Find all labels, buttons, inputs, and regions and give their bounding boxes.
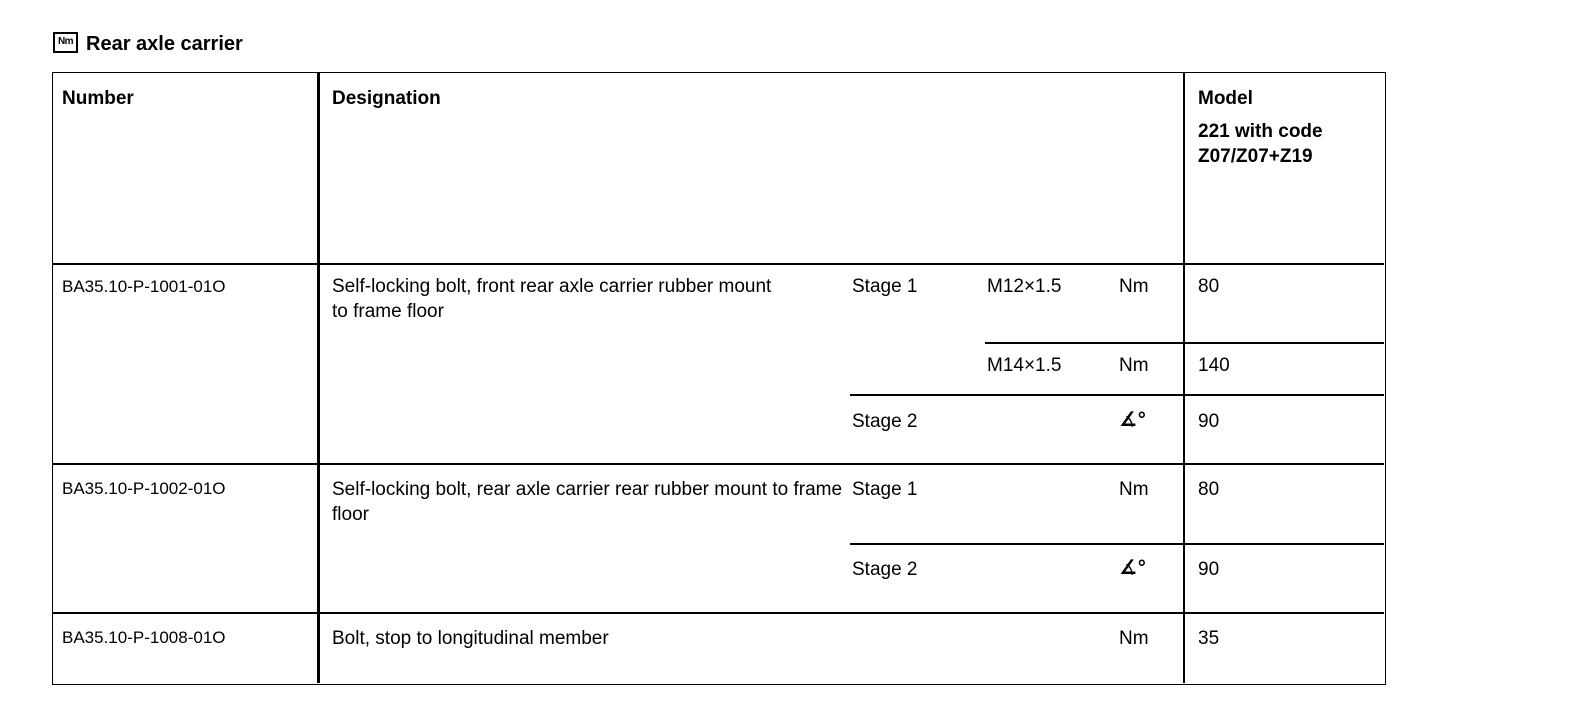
row-number: BA35.10-P-1001-01O (62, 277, 226, 296)
thread-size: M12×1.5 (987, 276, 1062, 297)
header-number: Number (62, 88, 134, 109)
row-divider (850, 543, 1384, 545)
row-designation: Self-locking bolt, front rear axle carrier rubber mount to frame floor (332, 276, 772, 322)
column-divider (1183, 73, 1185, 683)
column-divider (317, 73, 320, 683)
torque-nm-icon: Nm (53, 32, 78, 53)
page-title-text: Rear axle carrier (86, 33, 243, 55)
page-title (53, 28, 243, 56)
unit-label: Nm (1119, 479, 1149, 500)
stage-label: Stage 2 (852, 559, 918, 580)
row-divider (53, 463, 1384, 465)
header-model: Model (1198, 88, 1253, 109)
torque-value: 80 (1198, 276, 1220, 297)
unit-label: Nm (1119, 355, 1149, 376)
angle-icon: ∡° (1119, 557, 1145, 579)
header-designation: Designation (332, 88, 441, 109)
row-designation: Self-locking bolt, rear axle carrier rear rubber mount to frame floor (332, 479, 843, 525)
angle-value: 90 (1198, 559, 1220, 580)
stage-label: Stage 2 (852, 411, 918, 432)
row-divider (53, 263, 1384, 265)
row-divider (53, 612, 1384, 614)
row-divider (850, 394, 1384, 396)
stage-label: Stage 1 (852, 479, 918, 500)
row-number: BA35.10-P-1008-01O (62, 628, 226, 647)
torque-value: 140 (1198, 355, 1230, 376)
angle-icon: ∡° (1119, 409, 1145, 431)
torque-value: 80 (1198, 479, 1220, 500)
unit-label: Nm (1119, 276, 1149, 297)
row-number: BA35.10-P-1002-01O (62, 479, 226, 498)
torque-value: 35 (1198, 628, 1220, 649)
stage-label: Stage 1 (852, 276, 918, 297)
row-designation: Bolt, stop to longitudinal member (332, 628, 609, 649)
row-divider (985, 342, 1384, 344)
header-model-variant: Z07/Z07+Z19 (1198, 146, 1313, 167)
angle-value: 90 (1198, 411, 1220, 432)
torque-table (52, 72, 1386, 685)
thread-size: M14×1.5 (987, 355, 1062, 376)
unit-label: Nm (1119, 628, 1149, 649)
header-model-variant: 221 with code (1198, 121, 1323, 142)
